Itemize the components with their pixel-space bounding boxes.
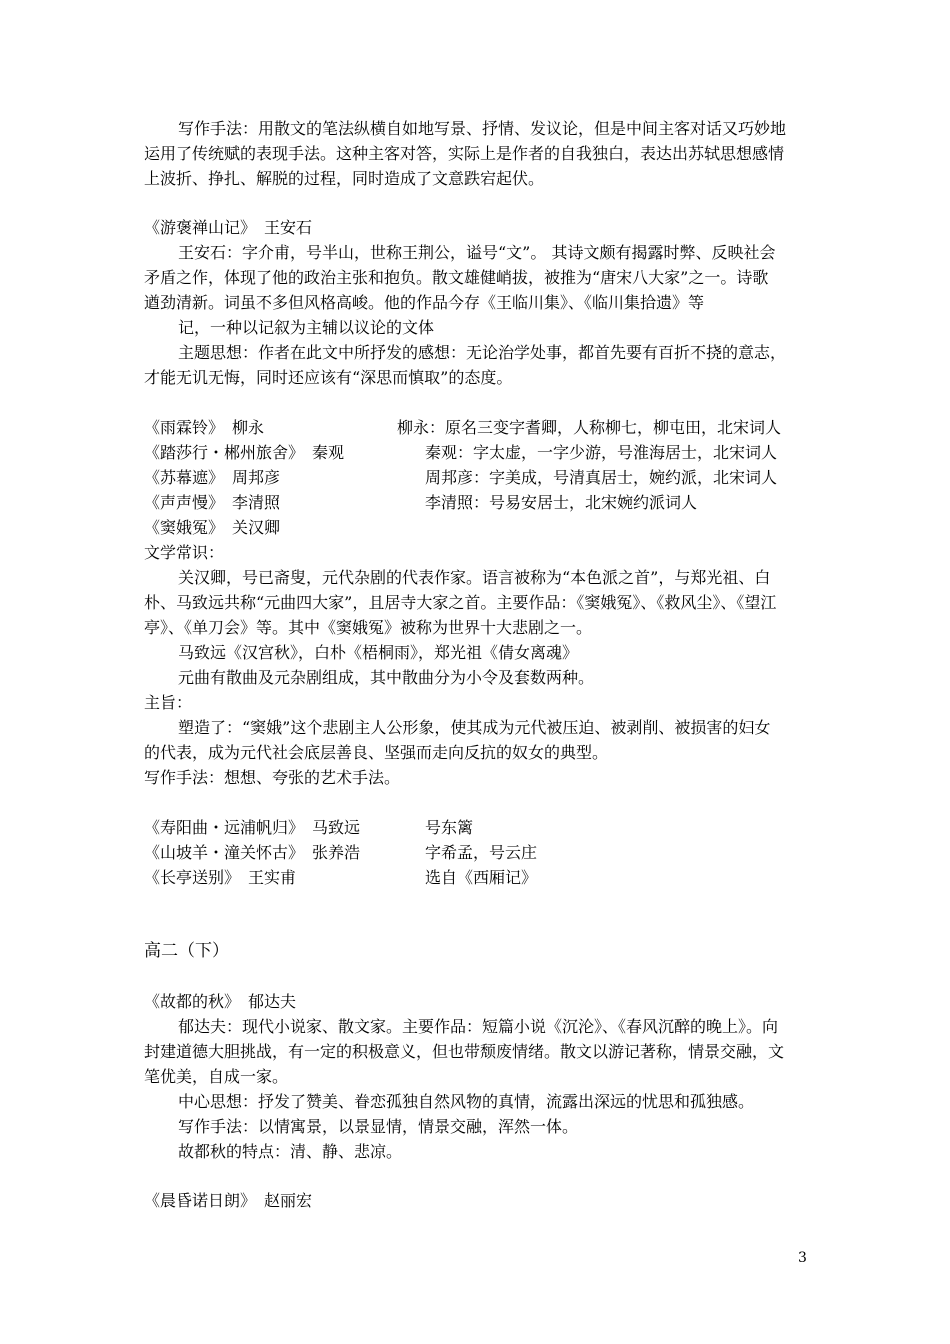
work-title: 《窦娥冤》 关汉卿 bbox=[144, 518, 281, 537]
paragraph-line: 塑造了：“窦娥”这个悲剧主人公形象，使其成为元代被压迫、被剥削、被损害的妇女 bbox=[178, 718, 771, 737]
paragraph-line: 故都秋的特点：清、静、悲凉。 bbox=[178, 1142, 403, 1161]
paragraph-line: 马致远《汉宫秋》，白朴《梧桐雨》，郑光祖《倩女离魂》 bbox=[178, 643, 579, 662]
section-label: 主旨： bbox=[144, 693, 193, 712]
paragraph-line: 王安石：字介甫，号半山，世称王荆公，谥号“文”。 其诗文颇有揭露时弊、反映社会 bbox=[178, 243, 776, 262]
work-title: 《游褒禅山记》 王安石 bbox=[144, 218, 313, 237]
paragraph-line: 封建道德大胆挑战，有一定的积极意义，但也带颓废情绪。散文以游记著称，情景交融，文 bbox=[144, 1042, 785, 1061]
work-title: 《声声慢》 李清照 bbox=[144, 493, 281, 512]
paragraph-line: 写作手法：想想、夸张的艺术手法。 bbox=[144, 768, 401, 787]
work-title: 《苏幕遮》 周邦彦 bbox=[144, 468, 281, 487]
work-title: 《故都的秋》 郁达夫 bbox=[144, 992, 297, 1011]
paragraph-line: 运用了传统赋的表现手法。这种主客对答，实际上是作者的自我独白，表达出苏轼思想感情 bbox=[144, 144, 785, 163]
paragraph-line: 矛盾之作，体现了他的政治主张和抱负。散文雄健峭拔，被推为“唐宋八大家”之一。诗歌 bbox=[144, 268, 769, 287]
author-note: 字希孟，号云庄 bbox=[425, 843, 538, 862]
author-note: 号东篱 bbox=[425, 818, 474, 837]
work-title: 《山坡羊・潼关怀古》 张养浩 bbox=[144, 843, 361, 862]
work-title: 《雨霖铃》 柳永 bbox=[144, 418, 265, 437]
work-title: 《晨昏诺日朗》 赵丽宏 bbox=[144, 1191, 313, 1210]
paragraph-line: 记，一种以记叙为主辅以议论的文体 bbox=[178, 318, 435, 337]
author-note: 秦观：字太虚，一字少游，号淮海居士，北宋词人 bbox=[425, 443, 778, 462]
paragraph-line: 笔优美，自成一家。 bbox=[144, 1067, 289, 1086]
paragraph-line: 的代表，成为元代社会底层善良、坚强而走向反抗的奴女的典型。 bbox=[144, 743, 609, 762]
grade-heading: 高二（下） bbox=[144, 941, 229, 961]
paragraph-line: 朴、马致远共称“元曲四大家”，且居寺大家之首。主要作品：《窦娥冤》、《救风尘》、《望江 bbox=[144, 593, 777, 612]
paragraph-line: 郁达夫：现代小说家、散文家。主要作品：短篇小说《沉沦》、《春风沉醉的晚上》。向 bbox=[178, 1017, 779, 1036]
paragraph-line: 元曲有散曲及元杂剧组成，其中散曲分为小令及套数两种。 bbox=[178, 668, 595, 687]
author-note: 周邦彦：字美成，号清真居士，婉约派，北宋词人 bbox=[425, 468, 778, 487]
paragraph-line: 才能无讥无悔，同时还应该有“深思而慎取”的态度。 bbox=[144, 368, 513, 387]
author-note: 选自《西厢记》 bbox=[425, 868, 538, 887]
work-title: 《踏莎行・郴州旅舍》 秦观 bbox=[144, 443, 345, 462]
section-label: 文学常识： bbox=[144, 543, 225, 562]
paragraph-line: 主题思想：作者在此文中所抒发的感想：无论治学处事，都首先要有百折不挠的意志， bbox=[178, 343, 787, 362]
work-title: 《长亭送别》 王实甫 bbox=[144, 868, 297, 887]
paragraph-line: 上波折、挣扎、解脱的过程，同时造成了文意跌宕起伏。 bbox=[144, 169, 545, 188]
paragraph-line: 写作手法：以情寓景，以景显情，情景交融，浑然一体。 bbox=[178, 1117, 579, 1136]
work-title: 《寿阳曲・远浦帆归》 马致远 bbox=[144, 818, 361, 837]
paragraph-line: 写作手法：用散文的笔法纵横自如地写景、抒情、发议论，但是中间主客对话又巧妙地 bbox=[178, 119, 787, 138]
page-number: 3 bbox=[798, 1250, 807, 1266]
author-note: 柳永：原名三变字耆卿，人称柳七，柳屯田，北宋词人 bbox=[397, 418, 782, 437]
paragraph-line: 关汉卿，号已斋叟，元代杂剧的代表作家。语言被称为“本色派之首”，与郑光祖、白 bbox=[178, 568, 771, 587]
author-note: 李清照：号易安居士，北宋婉约派词人 bbox=[425, 493, 698, 512]
paragraph-line: 中心思想：抒发了赞美、眷恋孤独自然风物的真情，流露出深远的忧思和孤独感。 bbox=[178, 1092, 755, 1111]
paragraph-line: 亭》、《单刀会》等。其中《窦娥冤》被称为世界十大悲剧之一。 bbox=[144, 618, 593, 637]
paragraph-line: 遒劲清新。词虽不多但风格高峻。他的作品今存《王临川集》、《临川集拾遗》等 bbox=[144, 293, 705, 312]
